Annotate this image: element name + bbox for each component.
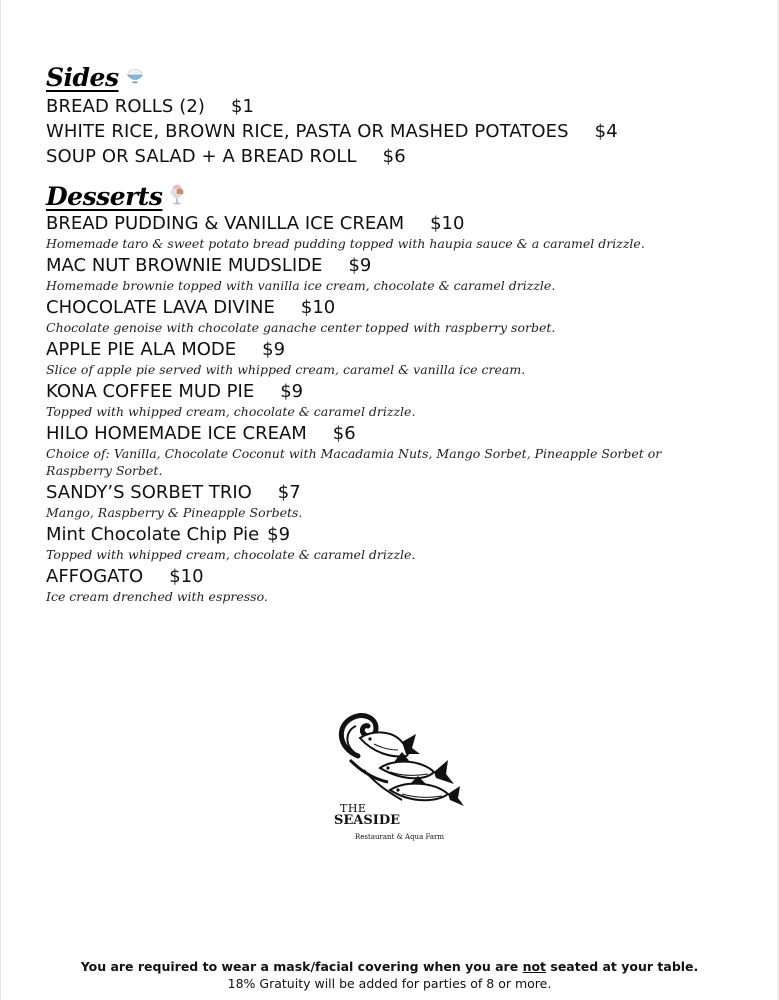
dessert-item-price: $10 (300, 297, 336, 318)
dessert-item (46, 524, 746, 563)
dessert-item-description: Mango, Raspberry & Pineapple Sorbets. (46, 505, 303, 520)
dessert-item-header (46, 339, 746, 361)
dessert-item (46, 213, 746, 252)
side-item-name: WHITE RICE, BROWN RICE, PASTA OR MASHED POTATOES (46, 121, 569, 142)
side-item (46, 94, 746, 119)
dessert-item-name: Mint Chocolate Chip Pie (46, 524, 260, 545)
dessert-item-header (46, 524, 746, 546)
dessert-item-header (46, 482, 746, 504)
desserts-title: Desserts (46, 181, 163, 211)
dessert-item-name: KONA COFFEE MUD PIE (46, 381, 255, 402)
dessert-item-header (46, 423, 746, 445)
dessert-item-price: $9 (267, 524, 291, 545)
mask-notice-text-end: seated at your table. (546, 959, 699, 974)
mask-notice-emphasis: not (522, 959, 547, 974)
desserts-list (46, 213, 746, 605)
side-item-name: SOUP OR SALAD + A BREAD ROLL (46, 146, 357, 167)
dessert-item-name: SANDY’S SORBET TRIO (46, 482, 252, 503)
dessert-item (46, 339, 746, 378)
dessert-item (46, 255, 746, 294)
menu-content (46, 60, 746, 608)
sides-list (46, 94, 746, 169)
dessert-item-description: Topped with whipped cream, chocolate & caramel drizzle. (46, 547, 416, 562)
dessert-item-name: BREAD PUDDING & VANILLA ICE CREAM (46, 213, 405, 234)
dessert-item (46, 423, 746, 479)
side-item-price: $6 (382, 146, 406, 167)
logo-the: THE (340, 802, 367, 815)
restaurant-logo (330, 708, 470, 848)
fish-logo-icon (330, 708, 470, 808)
dessert-item-name: MAC NUT BROWNIE MUDSLIDE (46, 255, 323, 276)
rice-bowl-icon (125, 65, 145, 89)
dessert-item-header (46, 255, 746, 277)
sides-title: Sides (46, 62, 119, 92)
dessert-item (46, 566, 746, 605)
side-item (46, 144, 746, 169)
mask-notice (0, 958, 779, 975)
dessert-item-description: Slice of apple pie served with whipped cream, caramel & vanilla ice cream. (46, 362, 526, 377)
dessert-item-price: $10 (430, 213, 465, 234)
mask-notice-text: You are required to wear a mask/facial covering when you are (80, 959, 523, 974)
sides-heading (46, 60, 746, 94)
dessert-item-price: $9 (280, 381, 304, 402)
logo-subtitle: Restaurant & Aqua Farm (355, 833, 445, 841)
desserts-heading (46, 179, 746, 213)
dessert-item-name: CHOCOLATE LAVA DIVINE (46, 297, 275, 318)
dessert-item-description: Homemade brownie topped with vanilla ice cream, chocolate & caramel drizzle. (46, 278, 556, 293)
side-item-price: $1 (231, 96, 255, 117)
gratuity-notice: 18% Gratuity will be added for parties of 8 or more. (227, 976, 552, 991)
sides-section (46, 60, 746, 169)
dessert-item-price: $6 (332, 423, 356, 444)
dessert-item-name: HILO HOMEMADE ICE CREAM (46, 423, 307, 444)
dessert-item-description: Choice of: Vanilla, Chocolate Coconut with Macadamia Nuts, Mango Sorbet, Pineapple Sorbet or Raspberry Sorbet. (46, 446, 662, 478)
dessert-item-header (46, 566, 746, 588)
footer-notice (0, 958, 779, 992)
dessert-item-name: APPLE PIE ALA MODE (46, 339, 237, 360)
logo-seaside: SEASIDE (334, 813, 401, 828)
side-item-name: BREAD ROLLS (2) (46, 96, 205, 117)
dessert-item-price: $10 (169, 566, 204, 587)
dessert-item-header (46, 213, 746, 235)
dessert-item-description: Topped with whipped cream, chocolate & caramel drizzle. (46, 404, 416, 419)
dessert-item-name: AFFOGATO (46, 566, 144, 587)
ice-cream-icon (168, 183, 186, 209)
dessert-item-price: $9 (348, 255, 372, 276)
dessert-item-description: Homemade taro & sweet potato bread pudding topped with haupia sauce & a caramel drizzle. (46, 236, 645, 251)
desserts-section (46, 179, 746, 605)
dessert-item-price: $9 (262, 339, 286, 360)
dessert-item-description: Ice cream drenched with espresso. (46, 589, 268, 604)
side-item (46, 119, 746, 144)
dessert-item-price: $7 (277, 482, 301, 503)
dessert-item (46, 297, 746, 336)
side-item-price: $4 (594, 121, 618, 142)
dessert-item-header (46, 297, 746, 319)
dessert-item (46, 381, 746, 420)
dessert-item (46, 482, 746, 521)
dessert-item-description: Chocolate genoise with chocolate ganache center topped with raspberry sorbet. (46, 320, 556, 335)
dessert-item-header (46, 381, 746, 403)
